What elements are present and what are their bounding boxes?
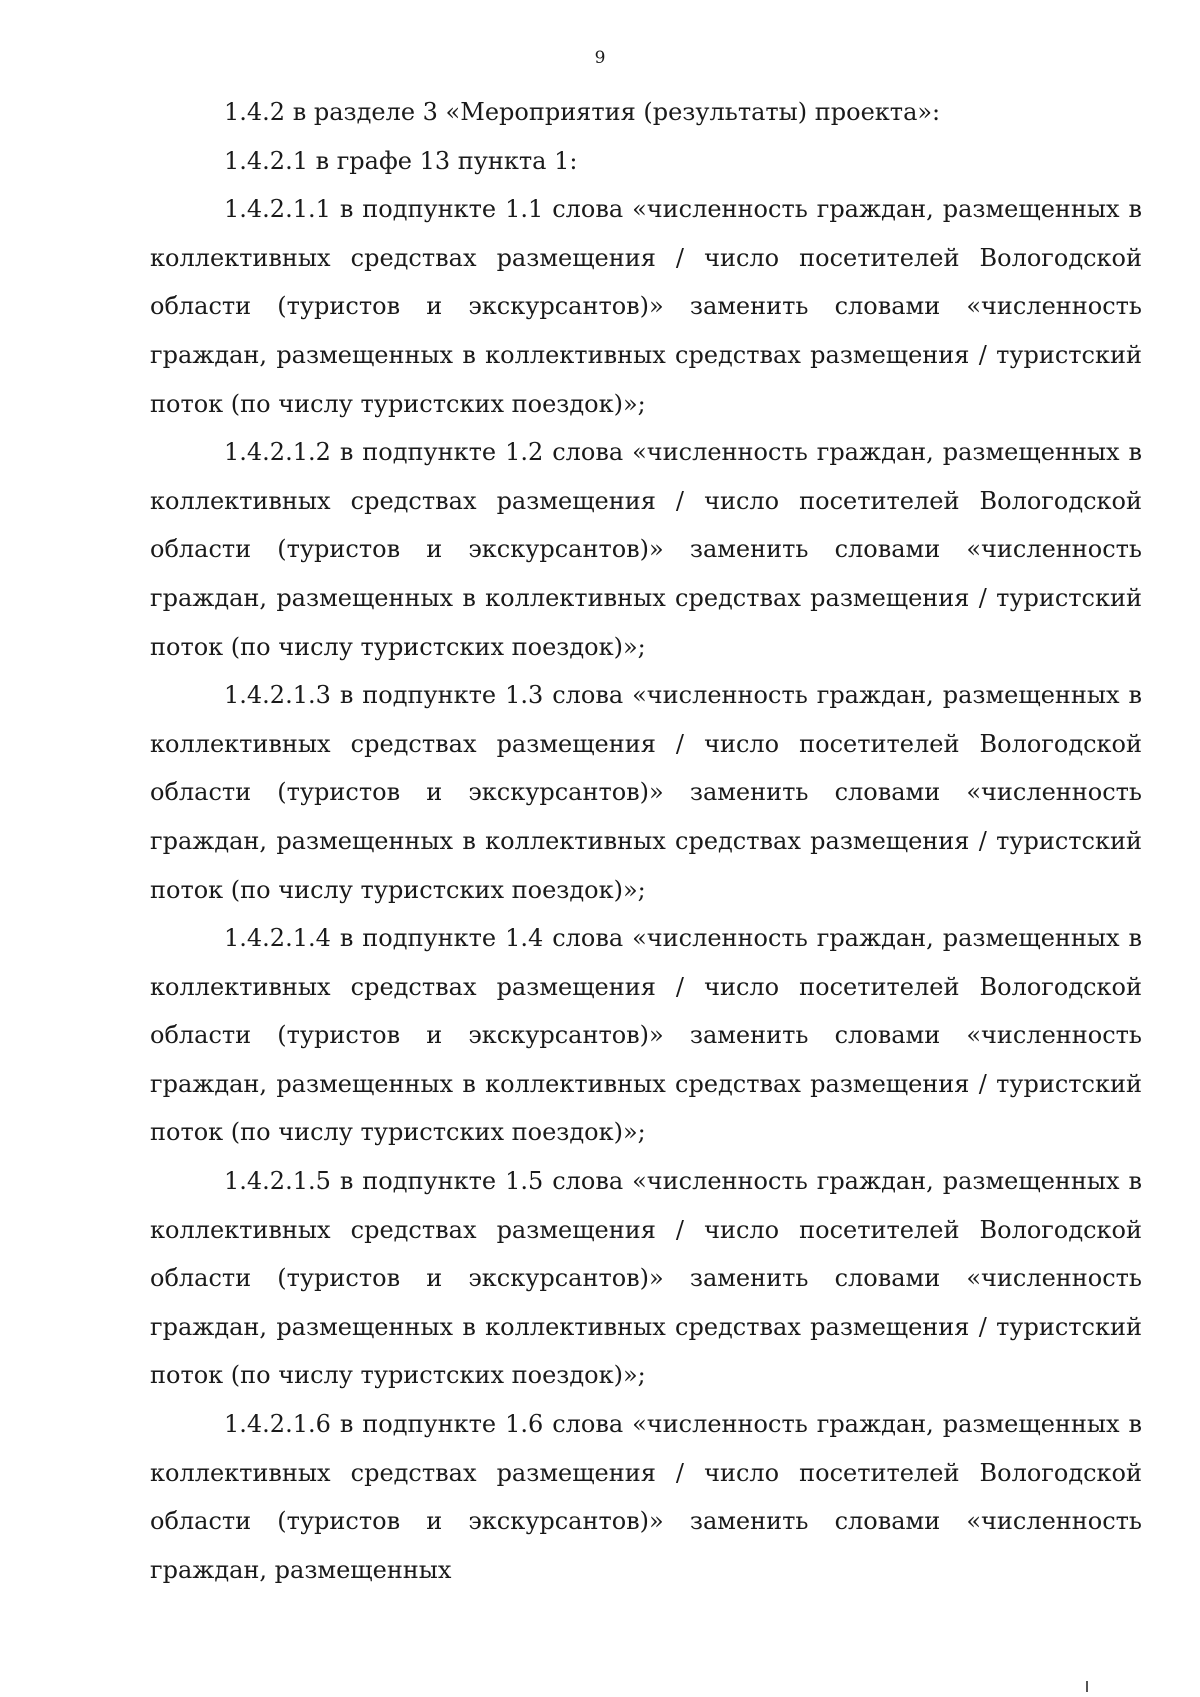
paragraph-1-4-2-1: 1.4.2.1 в графе 13 пункта 1:: [224, 146, 578, 175]
page-number: 9: [594, 48, 606, 68]
paragraph-1-4-2-1-1: 1.4.2.1.1 в подпункте 1.1 слова «численность граждан, размещенных в коллективных средствах размещения / число посетителей Вологодской области (туристов и экскурсантов)» заменить словами «численность граждан, размещенных в коллективных средствах размещения / туристский поток (по числу туристских поездок)»;: [150, 195, 1142, 418]
paragraph-1-4-2-1-4: 1.4.2.1.4 в подпункте 1.4 слова «численность граждан, размещенных в коллективных средствах размещения / число посетителей Вологодской области (туристов и экскурсантов)» заменить словами «численность граждан, размещенных в коллективных средствах размещения / туристский поток (по числу туристских поездок)»;: [150, 924, 1142, 1147]
paragraph-1-4-2-1-5: 1.4.2.1.5 в подпункте 1.5 слова «численность граждан, размещенных в коллективных средствах размещения / число посетителей Вологодской области (туристов и экскурсантов)» заменить словами «численность граждан, размещенных в коллективных средствах размещения / туристский поток (по числу туристских поездок)»;: [150, 1167, 1142, 1390]
paragraph-1-4-2: 1.4.2 в разделе 3 «Мероприятия (результаты) проекта»:: [224, 98, 941, 126]
paragraph-1-4-2-1-2: 1.4.2.1.2 в подпункте 1.2 слова «численность граждан, размещенных в коллективных средствах размещения / число посетителей Вологодской области (туристов и экскурсантов)» заменить словами «численность граждан, размещенных в коллективных средствах размещения / туристский поток (по числу туристских поездок)»;: [150, 438, 1142, 661]
paragraph-1-4-2-1-3: 1.4.2.1.3 в подпункте 1.3 слова «численность граждан, размещенных в коллективных средствах размещения / число посетителей Вологодской области (туристов и экскурсантов)» заменить словами «численность граждан, размещенных в коллективных средствах размещения / туристский поток (по числу туристских поездок)»;: [150, 681, 1142, 904]
paragraph-1-4-2-1-6: 1.4.2.1.6 в подпункте 1.6 слова «численность граждан, размещенных в коллективных средствах размещения / число посетителей Вологодской области (туристов и экскурсантов)» заменить словами «численность граждан, размещенных: [150, 1410, 1142, 1584]
scan-artifact: [1086, 1681, 1088, 1692]
document-body: [150, 88, 1142, 1594]
